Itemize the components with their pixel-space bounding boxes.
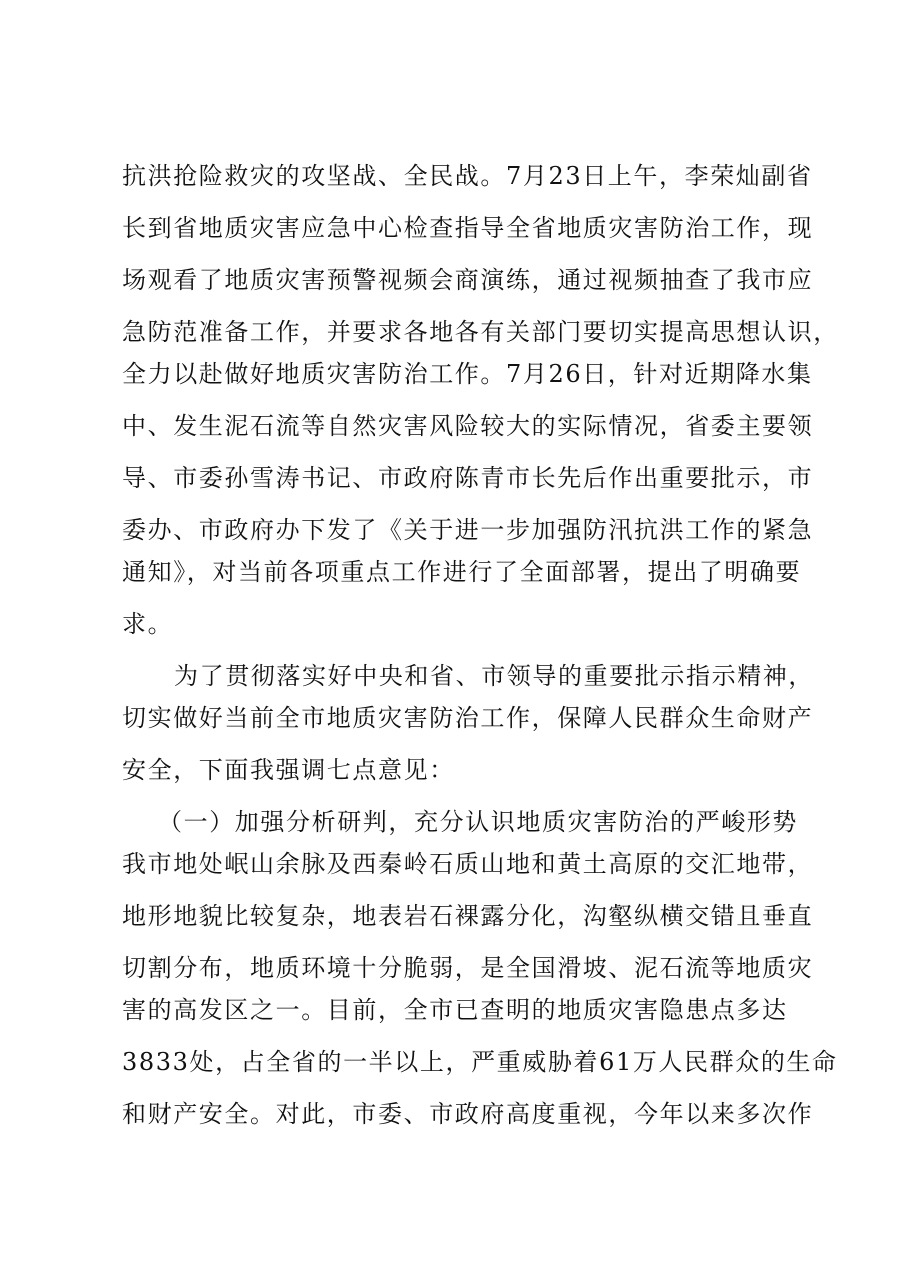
paragraph-line: 长到省地质灾害应急中心检查指导全省地质灾害防治工作，现 xyxy=(122,214,814,242)
paragraph-line: 导、市委孙雪涛书记、市政府陈青市长先后作出重要批示，市 xyxy=(122,464,814,492)
paragraph-line: 急防范准备工作，并要求各地各有关部门要切实提高思想认识， xyxy=(122,318,839,346)
paragraph-line: 委办、市政府办下发了《关于进一步加强防汛抗洪工作的紧急 xyxy=(122,516,814,544)
paragraph-line: 安全，下面我强调七点意见： xyxy=(122,756,455,784)
paragraph-line: 通知》，对当前各项重点工作进行了全面部署，提出了明确要 xyxy=(122,558,802,586)
paragraph-line: 抗洪抢险救灾的攻坚战、全民战。7月23日上午，李荣灿副省 xyxy=(122,162,813,190)
paragraph-line: 切实做好当前全市地质灾害防治工作，保障人民群众生命财产 xyxy=(122,704,814,732)
section-heading: （一）加强分析研判，充分认识地质灾害防治的严峻形势 xyxy=(158,808,798,836)
paragraph-line: 地形地貌比较复杂，地表岩石裸露分化，沟壑纵横交错且垂直 xyxy=(122,902,814,930)
paragraph-line: 害的高发区之一。目前，全市已查明的地质灾害隐患点多达 xyxy=(122,996,788,1024)
paragraph-line: 我市地处岷山余脉及西秦岭石质山地和黄土高原的交汇地带， xyxy=(122,850,814,878)
paragraph-line: 切割分布，地质环境十分脆弱，是全国滑坡、泥石流等地质灾 xyxy=(122,954,814,982)
paragraph-line: 为了贯彻落实好中央和省、市领导的重要批示指示精神， xyxy=(174,662,814,690)
paragraph-line: 求。 xyxy=(122,610,174,638)
paragraph-line: 3833处，占全省的一半以上，严重威胁着61万人民群众的生命 xyxy=(122,1048,838,1076)
paragraph-line: 全力以赴做好地质灾害防治工作。7月26日，针对近期降水集 xyxy=(122,360,813,388)
paragraph-line: 场观看了地质灾害预警视频会商演练，通过视频抽查了我市应 xyxy=(122,266,814,294)
paragraph-line: 和财产安全。对此，市委、市政府高度重视，今年以来多次作 xyxy=(122,1100,814,1128)
paragraph-line: 中、发生泥石流等自然灾害风险较大的实际情况，省委主要领 xyxy=(122,412,814,440)
